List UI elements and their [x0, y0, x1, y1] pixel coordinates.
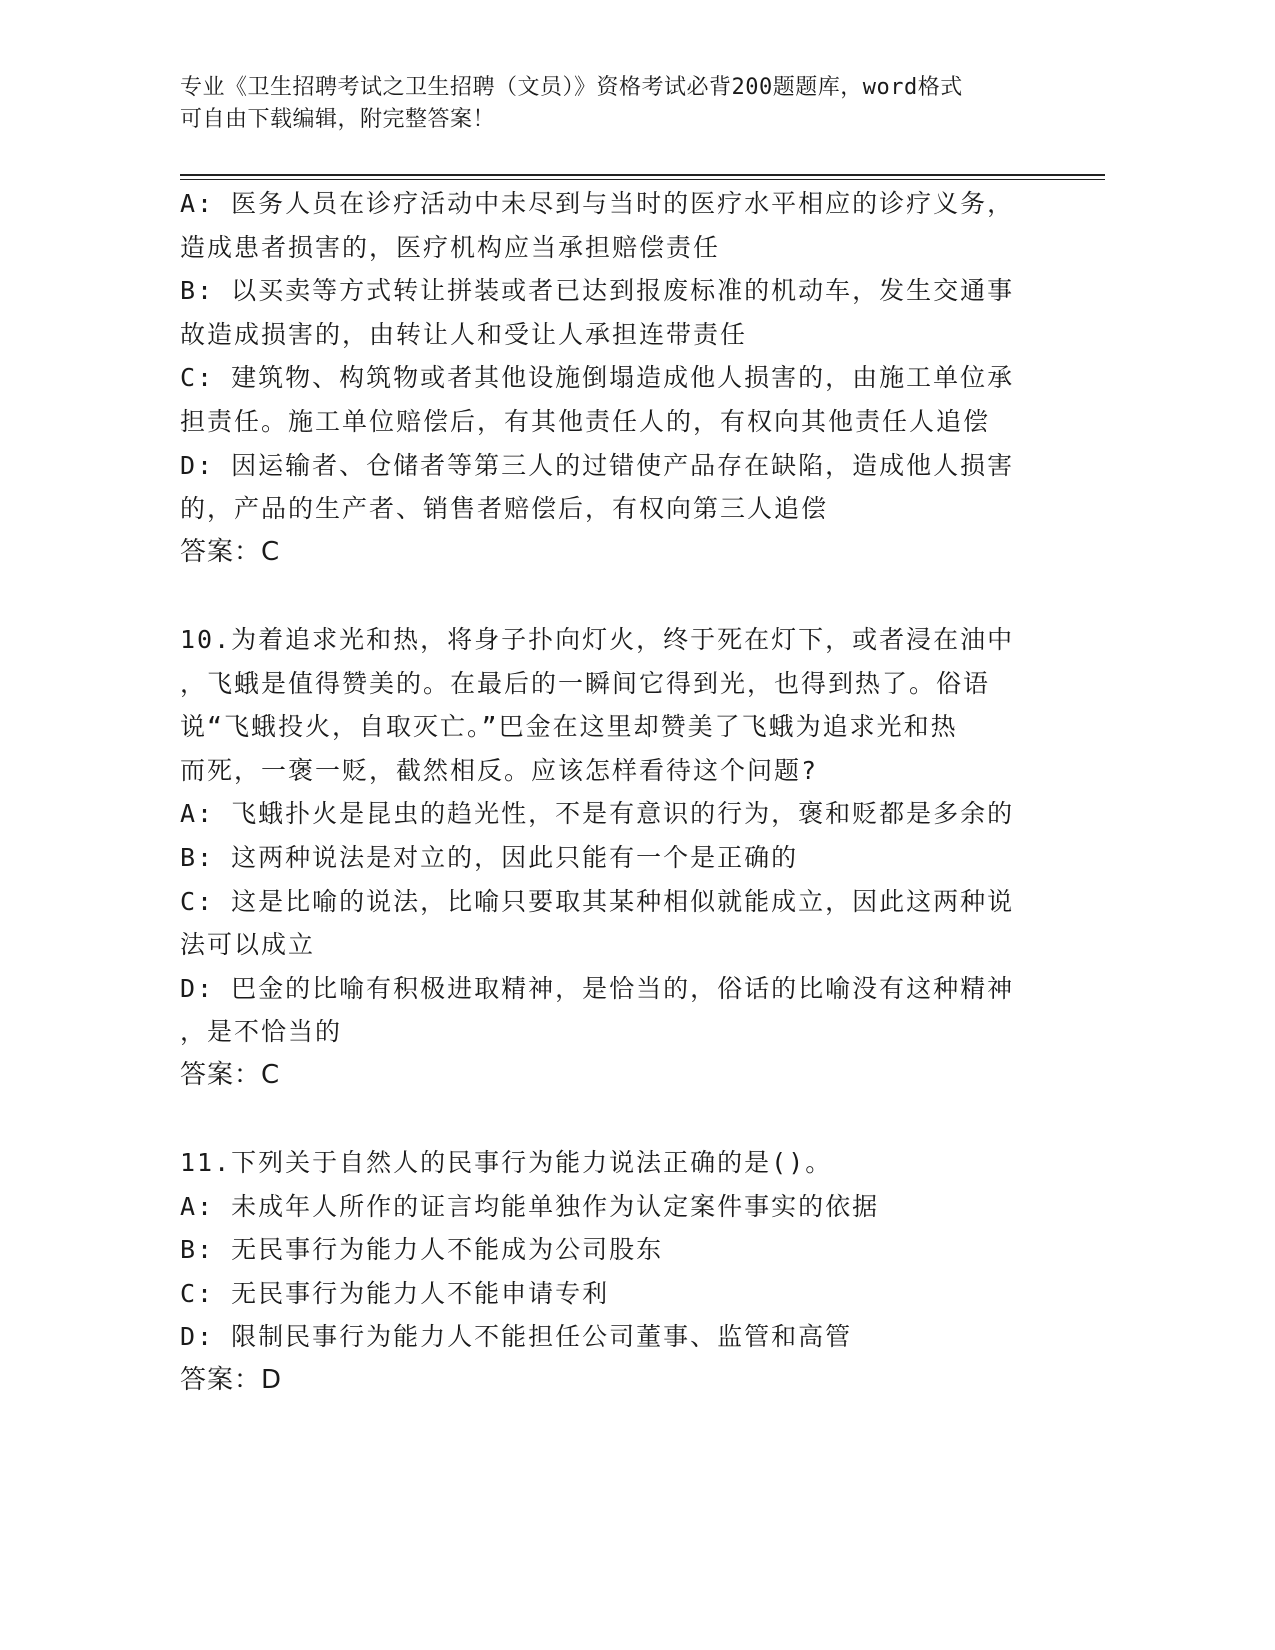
option-line: B: 这两种说法是对立的，因此只能有一个是正确的: [180, 842, 799, 872]
option-line: ，是不恰当的: [180, 1017, 343, 1047]
option-line: C: 无民事行为能力人不能申请专利: [180, 1278, 610, 1308]
option-line: C: 建筑物、构筑物或者其他设施倒塌造成他人损害的，由施工单位承: [180, 363, 1015, 393]
option-line: 法可以成立: [180, 930, 316, 960]
spacer: [180, 1097, 1040, 1141]
answer-label: 答案：D: [180, 1365, 283, 1396]
header-line-2: 可自由下载编辑，附完整答案！: [180, 107, 496, 132]
answer-label: 答案：C: [180, 536, 281, 567]
option-line: C: 这是比喻的说法，比喻只要取其某种相似就能成立，因此这两种说: [180, 886, 1015, 916]
question-11: [180, 1141, 1040, 1403]
question-9: [180, 182, 1040, 574]
header-divider-thick: [180, 174, 1105, 176]
option-line: B: 无民事行为能力人不能成为公司股东: [180, 1235, 664, 1265]
spacer: [180, 574, 1040, 618]
question-content: [180, 182, 1040, 1403]
header-divider-thin: [180, 179, 1105, 180]
question-stem-line: 而死，一褒一贬，截然相反。应该怎样看待这个问题?: [180, 755, 819, 785]
document-header: [180, 72, 1040, 136]
option-line: A: 未成年人所作的证言均能单独作为认定案件事实的依据: [180, 1191, 880, 1221]
question-stem-line: ，飞蛾是值得赞美的。在最后的一瞬间它得到光，也得到热了。俗语: [180, 668, 991, 698]
question-stem-line: 10.为着追求光和热，将身子扑向灯火，终于死在灯下，或者浸在油中: [180, 624, 1015, 654]
option-line: A: 飞蛾扑火是昆虫的趋光性，不是有意识的行为，褒和贬都是多余的: [180, 799, 1015, 829]
option-line: A: 医务人员在诊疗活动中未尽到与当时的医疗水平相应的诊疗义务，: [180, 189, 1015, 218]
option-line: B: 以买卖等方式转让拼装或者已达到报废标准的机动车，发生交通事: [180, 276, 1015, 306]
question-stem-line: 11.下列关于自然人的民事行为能力说法正确的是()。: [180, 1148, 833, 1178]
option-line: D: 巴金的比喻有积极进取精神，是恰当的，俗话的比喻没有这种精神: [180, 973, 1015, 1003]
question-10: [180, 618, 1040, 1098]
option-line: D: 限制民事行为能力人不能担任公司董事、监管和高管: [180, 1322, 853, 1352]
option-line: 担责任。施工单位赔偿后，有其他责任人的，有权向其他责任人追偿: [180, 406, 991, 436]
answer-label: 答案：C: [180, 1059, 281, 1090]
header-line-1: 专业《卫生招聘考试之卫生招聘（文员）》资格考试必背200题题库，word格式: [180, 75, 963, 100]
question-stem-line: 说“飞蛾投火，自取灭亡。”巴金在这里却赞美了飞蛾为追求光和热: [180, 712, 958, 742]
option-line: 造成患者损害的，医疗机构应当承担赔偿责任: [180, 232, 721, 262]
option-line: 的，产品的生产者、销售者赔偿后，有权向第三人追偿: [180, 494, 829, 524]
option-line: D: 因运输者、仓储者等第三人的过错使产品存在缺陷，造成他人损害: [180, 450, 1015, 480]
option-line: 故造成损害的，由转让人和受让人承担连带责任: [180, 319, 748, 349]
